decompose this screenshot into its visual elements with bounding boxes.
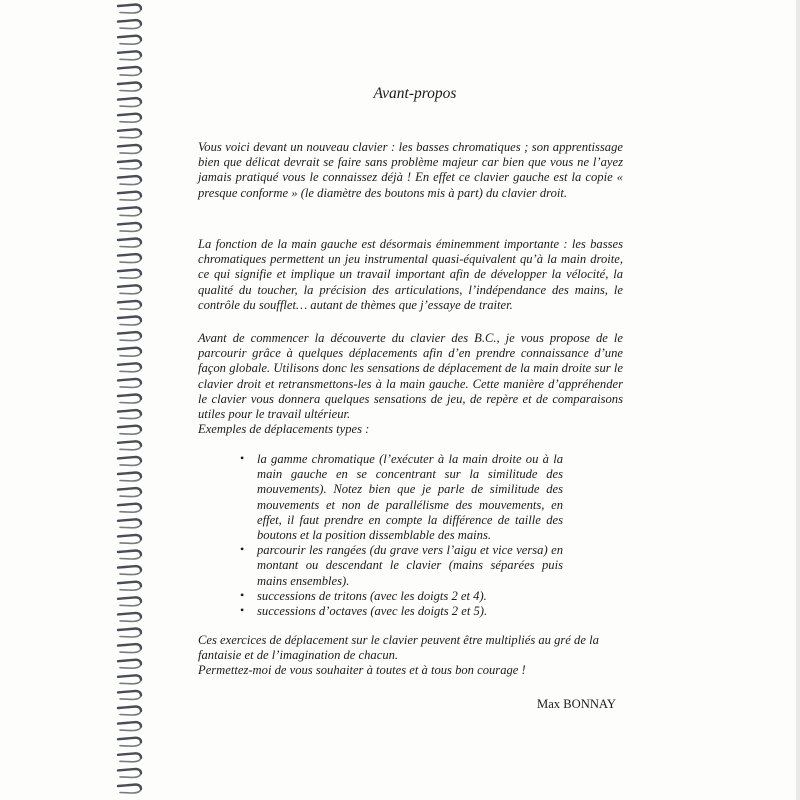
list-item: • la gamme chromatique (l’exécuter à la main droite ou à la main gauche en se concentrant sur la similitude des mouvements). Notez bien que je parle de similitude des mouvements et non de parallélisme des mouvements, en effet, il faut prendre en compte la différence de taille des boutons et la position dissemblable des mains. xyxy=(257,452,563,543)
paragraph-discovery xyxy=(198,331,623,437)
exercise-list xyxy=(198,452,623,619)
spiral-coil xyxy=(118,613,141,622)
spiral-coil xyxy=(118,51,141,60)
spiral-coil xyxy=(118,488,141,497)
spiral-coil xyxy=(118,566,141,575)
spiral-coil xyxy=(118,519,141,528)
spiral-coil xyxy=(118,20,141,29)
examples-heading: Exemples de déplacements types : xyxy=(198,422,370,437)
spiral-coil xyxy=(118,5,141,14)
closing-line: Ces exercices de déplacement sur le clavier peuvent être multipliés au gré de la xyxy=(198,633,599,647)
spiral-coil xyxy=(118,410,141,419)
spiral-coil xyxy=(118,785,141,794)
closing-line: Permettez-moi de vous souhaiter à toutes et à tous bon courage ! xyxy=(198,663,526,678)
spiral-coil xyxy=(118,535,141,544)
spiral-coil xyxy=(118,691,141,700)
paragraph-intro: Vous voici devant un nouveau clavier : les basses chromatiques ; son apprentissage bien que délicat devrait se faire sans problème majeur car bien que vous ne l’ayez jamais pratiqué vous le connaissez déjà ! En effet ce clavier gauche est la copie « presque conforme » (le diamètre des boutons mis à part) du clavier droit. xyxy=(198,140,623,200)
closing-paragraph xyxy=(198,633,623,679)
spiral-coil xyxy=(118,270,141,279)
spiral-coil xyxy=(118,239,141,248)
spiral-coil xyxy=(118,207,141,216)
author-signature: Max BONNAY xyxy=(537,697,616,711)
spiral-binding-icon xyxy=(114,0,144,800)
spiral-coil xyxy=(118,675,141,684)
spiral-coil xyxy=(118,36,141,45)
spiral-coil xyxy=(118,441,141,450)
spiral-coil xyxy=(118,769,141,778)
spiral-coil xyxy=(118,285,141,294)
spiral-coil xyxy=(118,457,141,466)
spiral-coil xyxy=(118,426,141,435)
page-edge-shadow xyxy=(796,0,800,800)
spiral-coil xyxy=(118,254,141,263)
spiral-coil xyxy=(118,348,141,357)
spiral-coil xyxy=(118,660,141,669)
spiral-coil xyxy=(118,551,141,560)
spiral-coil xyxy=(118,707,141,716)
spiral-coil xyxy=(118,597,141,606)
list-item: • successions de tritons (avec les doigts 2 et 4). xyxy=(257,589,563,604)
spiral-coil xyxy=(118,114,141,123)
paragraph-discovery-text: Avant de commencer la découverte du clavier des B.C., je vous propose de le parcourir grâce à quelques déplacements afin d’en prendre connaissance d’une façon globale. Utilisons donc les sensations de déplacement de la main droite sur le clavier droit et retransmettons-les à la main gauche. Cette manière d’appréhender le clavier vous donnera quelques sensations de jeu, de repère et de comparaisons utiles pour le travail ultérieur. xyxy=(198,331,623,422)
spiral-coil xyxy=(118,738,141,747)
spiral-coil xyxy=(118,83,141,92)
closing-line: fantaisie et de l’imagination de chacun. xyxy=(198,648,399,663)
list-item: • parcourir les rangées (du grave vers l’aigu et vice versa) en montant ou descendant le clavier (mains séparées puis mains ensembles). xyxy=(257,543,563,589)
spiral-coil xyxy=(118,176,141,185)
spiral-coil xyxy=(118,332,141,341)
spiral-coil xyxy=(118,753,141,762)
spiral-coil xyxy=(118,67,141,76)
spiral-coil xyxy=(118,223,141,232)
spiral-coil xyxy=(118,379,141,388)
spiral-coil xyxy=(118,145,141,154)
spiral-coil xyxy=(118,629,141,638)
list-item: • successions d’octaves (avec les doigts 2 et 5). xyxy=(257,604,563,619)
spiral-coil xyxy=(118,363,141,372)
page-title: Avant-propos xyxy=(373,85,457,102)
spiral-coil xyxy=(118,722,141,731)
spiral-coil xyxy=(118,301,141,310)
spiral-coil xyxy=(118,192,141,201)
spiral-coil xyxy=(118,129,141,138)
spiral-coil xyxy=(118,395,141,404)
spiral-coil xyxy=(118,644,141,653)
spiral-coil xyxy=(118,98,141,107)
spiral-coil xyxy=(118,317,141,326)
spiral-coil xyxy=(118,161,141,170)
paragraph-left-hand: La fonction de la main gauche est désormais éminemment importante : les basses chromatiques permettent un jeu instrumental quasi-équivalent qu’à la main droite, ce qui signifie et implique un travail important afin de développer la vélocité, la qualité du toucher, la précision des articulations, l’indépendance des mains, le contrôle du soufflet… autant de thèmes que j’essaye de traiter. xyxy=(198,237,623,312)
spiral-coil xyxy=(118,582,141,591)
spiral-coil xyxy=(118,504,141,513)
spiral-coil xyxy=(118,473,141,482)
